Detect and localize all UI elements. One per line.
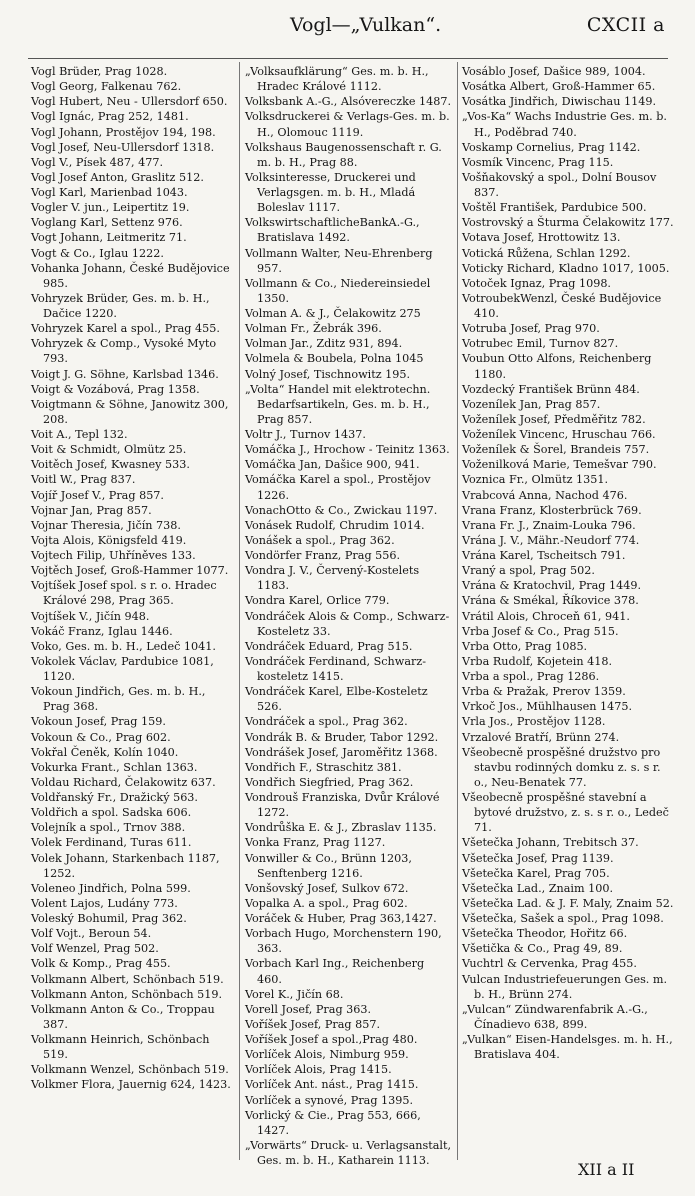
directory-entry: „Vos-Ka“ Wachs Industrie Ges. m. b. H., Poděbrad 740. bbox=[462, 110, 667, 139]
directory-entry: Voko, Ges. m. b. H., Ledeč 1041. bbox=[31, 639, 216, 653]
directory-entry: Vondörfer Franz, Prag 556. bbox=[245, 549, 401, 562]
directory-entry: Vozenílek Jan, Prag 857. bbox=[462, 397, 601, 411]
directory-entry: Vogl Karl, Marienbad 1043. bbox=[31, 186, 188, 199]
directory-entry: Vondráček Alois & Comp., Schwarz-Kosteletz 33. bbox=[245, 609, 450, 638]
directory-entry: Vrba Rudolf, Kojetein 418. bbox=[462, 654, 613, 668]
directory-entry: Vogl Brüder, Prag 1028. bbox=[31, 65, 168, 78]
directory-entry: Vojnar Jan, Prag 857. bbox=[31, 503, 152, 517]
directory-entry: Vosmík Vincenc, Prag 115. bbox=[462, 155, 614, 169]
directory-entry: Votoček Ignaz, Prag 1098. bbox=[462, 276, 611, 290]
directory-entry: Vulcan Industriefeuerungen Ges. m. b. H., Brünn 274. bbox=[462, 972, 668, 1001]
directory-entry: Vuchtrl & Cervenka, Prag 455. bbox=[462, 957, 637, 971]
directory-entry: Vokřal Čeněk, Kolín 1040. bbox=[31, 745, 179, 759]
directory-entry: Vojnar Theresia, Jičín 738. bbox=[31, 518, 181, 532]
directory-entry: Vraný a spol, Prag 502. bbox=[462, 564, 595, 578]
column-divider bbox=[457, 62, 458, 1160]
directory-entry: Vrana Franz, Klosterbrück 769. bbox=[462, 503, 642, 517]
directory-entry: Všetečka Lad. & J. F. Maly, Znaim 52. bbox=[462, 896, 674, 910]
directory-entry: Vonšovský Josef, Sulkov 672. bbox=[245, 881, 409, 895]
directory-entry: Voigt & Vozábová, Prag 1358. bbox=[31, 382, 200, 396]
directory-entry: Vokurka Frant., Schlan 1363. bbox=[31, 760, 198, 774]
directory-entry: „Vulkan“ Eisen-Handelsges. m. h. H., Bratislava 404. bbox=[462, 1033, 673, 1062]
directory-entry: Volkmann Wenzel, Schönbach 519. bbox=[31, 1063, 229, 1077]
directory-entry: Voženílek Vincenc, Hruschau 766. bbox=[462, 428, 656, 441]
directory-entry: Volksbank A.-G., Alsóvereczke 1487. bbox=[245, 95, 452, 109]
directory-entry: Voticky Richard, Kladno 1017, 1005. bbox=[462, 261, 670, 275]
directory-entry: Vorbach Hugo, Morchenstern 190, 363. bbox=[245, 927, 442, 956]
directory-entry: Vohryzek & Comp., Vysoké Myto 793. bbox=[31, 337, 217, 366]
directory-entry: Vrátil Alois, Chroceň 61, 941. bbox=[462, 609, 630, 623]
directory-entry: Vogl Hubert, Neu - Ullersdorf 650. bbox=[31, 95, 228, 109]
directory-entry: Vokáč Franz, Iglau 1446. bbox=[31, 624, 173, 638]
directory-entry: Volk & Komp., Prag 455. bbox=[31, 957, 171, 971]
header-rule bbox=[28, 58, 668, 59]
directory-entry: Všetečka Theodor, Hořitz 66. bbox=[462, 927, 628, 941]
directory-entry: Vrba & Pražak, Prerov 1359. bbox=[462, 685, 626, 699]
directory-entry: Voskamp Cornelius, Prag 1142. bbox=[462, 140, 641, 154]
directory-entry: Vogl V., Písek 487, 477. bbox=[31, 155, 164, 169]
directory-entry: Volman Jar., Zditz 931, 894. bbox=[245, 337, 403, 351]
directory-entry: Vojíř Josef V., Prag 857. bbox=[31, 488, 164, 502]
directory-entry: Voříšek Josef a spol.,Prag 480. bbox=[245, 1033, 418, 1046]
directory-entry: Vogl Josef, Neu-Ullersdorf 1318. bbox=[31, 140, 215, 154]
directory-entry: VonachOtto & Co., Zwickau 1197. bbox=[245, 503, 438, 517]
directory-entry: Volkshaus Baugenossenschaft r. G. m. b. H., Prag 88. bbox=[245, 140, 442, 169]
directory-entry: Vrba a spol., Prag 1286. bbox=[462, 670, 600, 683]
directory-entry: Volkmann Anton, Schönbach 519. bbox=[31, 987, 223, 1001]
page-header bbox=[0, 14, 695, 44]
directory-entry: Voit A., Tepl 132. bbox=[31, 428, 128, 441]
directory-entry: Vondrouš Franziska, Dvůr Králové 1272. bbox=[245, 791, 440, 820]
directory-entry: Voit & Schmidt, Olmütz 25. bbox=[31, 443, 187, 457]
directory-entry: Vomáčka Jan, Dašice 900, 941. bbox=[245, 458, 420, 472]
directory-entry: Voženílek & Šorel, Brandeis 757. bbox=[462, 443, 650, 457]
directory-entry: Vrána & Kratochvil, Prag 1449. bbox=[462, 579, 641, 593]
directory-entry: Vorlíček Ant. nást., Prag 1415. bbox=[245, 1078, 419, 1092]
directory-column-2 bbox=[245, 64, 452, 1168]
directory-entry: Všetečka Karel, Prag 705. bbox=[462, 866, 610, 880]
directory-entry: Vogl Josef Anton, Graslitz 512. bbox=[31, 170, 204, 184]
directory-entry: Všetečka, Sašek a spol., Prag 1098. bbox=[462, 912, 664, 925]
directory-entry: Vokoun & Co., Prag 602. bbox=[31, 730, 171, 744]
directory-entry: Vojtíšek V., Jičín 948. bbox=[31, 609, 150, 623]
directory-entry: Volkmann Heinrich, Schönbach 519. bbox=[31, 1033, 210, 1062]
column-divider bbox=[239, 62, 240, 1160]
directory-entry: Vondrášek Josef, Jaroměřitz 1368. bbox=[245, 745, 438, 759]
directory-entry: Vorlický & Cie., Prag 553, 666, 1427. bbox=[245, 1108, 421, 1137]
directory-entry: Volek Ferdinand, Turas 611. bbox=[31, 836, 192, 850]
directory-entry: Vondráček Karel, Elbe-Kosteletz 526. bbox=[245, 685, 428, 714]
directory-entry: Vrabcová Anna, Nachod 476. bbox=[462, 488, 628, 502]
directory-entry: Voleský Bohumil, Prag 362. bbox=[31, 912, 187, 925]
directory-entry: Voubun Otto Alfons, Reichenberg 1180. bbox=[462, 352, 652, 381]
directory-entry: Všetečka Lad., Znaim 100. bbox=[462, 881, 614, 895]
directory-entry: Voleneo Jindřich, Polna 599. bbox=[31, 881, 191, 895]
directory-entry: Volman Fr., Žebrák 396. bbox=[245, 322, 382, 336]
directory-entry: Vondráček Eduard, Prag 515. bbox=[245, 639, 413, 653]
directory-entry: Vondráček a spol., Prag 362. bbox=[245, 715, 408, 729]
directory-entry: Vostrovský a Šturma Čelakowitz 177. bbox=[462, 216, 674, 230]
directory-entry: Všetička & Co., Prag 49, 89. bbox=[462, 942, 623, 956]
directory-entry: Volmela & Boubela, Polna 1045 bbox=[245, 352, 424, 366]
directory-entry: Vondra Karel, Orlice 779. bbox=[245, 594, 390, 608]
directory-entry: Vomáčka Karel a spol., Prostějov 1226. bbox=[245, 473, 431, 502]
directory-entry: Volman A. & J., Čelakowitz 275 bbox=[245, 307, 421, 320]
directory-entry: VotroubekWenzl, České Budějovice 410. bbox=[462, 291, 662, 320]
signature-mark: XII a II bbox=[578, 1160, 635, 1179]
directory-entry: Vošňakovský a spol., Dolní Bousov 837. bbox=[462, 170, 657, 199]
directory-entry: Votava Josef, Hrottowitz 13. bbox=[462, 231, 621, 245]
directory-entry: Vrba Josef & Co., Prag 515. bbox=[462, 624, 619, 638]
directory-entry: Vomáčka J., Hrochow - Teinitz 1363. bbox=[245, 443, 450, 457]
directory-entry: Vrzalové Bratří, Brünn 274. bbox=[462, 730, 620, 744]
directory-entry: Vondráček Ferdinand, Schwarz-kosteletz 1415. bbox=[245, 654, 427, 683]
directory-entry: Volkmer Flora, Jauernig 624, 1423. bbox=[31, 1078, 231, 1092]
directory-entry: Vokolek Václav, Pardubice 1081, 1120. bbox=[31, 654, 214, 683]
directory-entry: Vrba Otto, Prag 1085. bbox=[462, 639, 588, 653]
directory-entry: Všetečka Josef, Prag 1139. bbox=[462, 851, 614, 865]
directory-entry: Vohryzek Karel a spol., Prag 455. bbox=[31, 322, 220, 336]
directory-entry: Volksinteresse, Druckerei und Verlagsgen. m. b. H., Mladá Boleslav 1117. bbox=[245, 170, 416, 215]
directory-entry: Vojtíšek Josef spol. s r. o. Hradec Králové 298, Prag 365. bbox=[31, 579, 217, 608]
directory-entry: Voigtmann & Söhne, Janowitz 300, 208. bbox=[31, 397, 229, 426]
directory-entry: Vorlíček a synové, Prag 1395. bbox=[245, 1093, 414, 1107]
directory-entry: Vondřich Siegfried, Prag 362. bbox=[245, 775, 414, 789]
directory-entry: Voženílek Josef, Předměřitz 782. bbox=[462, 412, 646, 426]
directory-entry: Vrána & Smékal, Říkovice 378. bbox=[462, 594, 639, 608]
directory-entry: Vojtěch Josef, Groß-Hammer 1077. bbox=[31, 564, 229, 578]
directory-entry: Vopalka A. a spol., Prag 602. bbox=[245, 896, 408, 910]
directory-entry: Vondrák B. & Bruder, Tabor 1292. bbox=[245, 730, 439, 744]
directory-entry: Vollmann & Co., Niedereinsiedel 1350. bbox=[245, 276, 431, 305]
directory-entry: Voženilková Marie, Temešvar 790. bbox=[462, 458, 657, 472]
directory-entry: Vonásek Rudolf, Chrudim 1014. bbox=[245, 518, 425, 532]
directory-entry: Vrána Karel, Tscheitsch 791. bbox=[462, 549, 626, 562]
directory-entry: Voltr J., Turnov 1437. bbox=[245, 428, 366, 441]
directory-entry: Vozdecký František Brünn 484. bbox=[462, 382, 640, 396]
directory-entry: Votruba Josef, Prag 970. bbox=[462, 322, 600, 336]
directory-entry: Voldřanský Fr., Dražický 563. bbox=[31, 791, 198, 804]
directory-entry: Všetečka Johann, Trebitsch 37. bbox=[462, 836, 639, 850]
directory-entry: Voitl W., Prag 837. bbox=[31, 473, 136, 487]
directory-entry: „Vulcan“ Zündwarenfabrik A.-G., Čínadievo 638, 899. bbox=[462, 1002, 648, 1031]
directory-entry: Voštěl František, Pardubice 500. bbox=[462, 201, 647, 215]
directory-entry: Vogl Ignác, Prag 252, 1481. bbox=[31, 110, 189, 124]
directory-column-1 bbox=[31, 64, 233, 1093]
directory-entry: Volf Vojt., Beroun 54. bbox=[31, 927, 152, 941]
directory-entry: Vorbach Karl Ing., Reichenberg 460. bbox=[245, 957, 425, 986]
directory-entry: Voráček & Huber, Prag 363,1427. bbox=[245, 912, 437, 925]
directory-entry: Volný Josef, Tischnowitz 195. bbox=[245, 367, 411, 381]
directory-entry: „Volksaufklärung“ Ges. m. b. H., Hradec Králové 1112. bbox=[245, 65, 429, 94]
directory-entry: Voříšek Josef, Prag 857. bbox=[245, 1017, 381, 1031]
directory-entry: Volent Lajos, Ludány 773. bbox=[31, 896, 178, 910]
directory-entry: Vogler V. jun., Leipertitz 19. bbox=[31, 201, 190, 215]
directory-entry: „Volta“ Handel mit elektrotechn. Bedarfsartikeln, Ges. m. b. H., Prag 857. bbox=[245, 382, 431, 426]
directory-entry: Volksdruckerei & Verlags-Ges. m. b. H., Olomouc 1119. bbox=[245, 110, 450, 139]
directory-entry: VolkswirtschaftlicheBankA.-G., Bratislava 1492. bbox=[245, 216, 420, 245]
directory-entry: Vrkoč Jos., Mühlhausen 1475. bbox=[462, 700, 633, 714]
directory-column-3 bbox=[462, 64, 674, 1062]
directory-entry: Vrana Fr. J., Znaim-Louka 796. bbox=[462, 518, 636, 532]
directory-entry: Volejník a spol., Trnov 388. bbox=[31, 821, 186, 835]
directory-entry: Vosáblo Josef, Dašice 989, 1004. bbox=[462, 65, 646, 78]
directory-entry: Vogl Johann, Prostějov 194, 198. bbox=[31, 125, 216, 139]
directory-entry: Volkmann Albert, Schönbach 519. bbox=[31, 972, 224, 986]
directory-entry: Všeobecně prospěšné družstvo pro stavbu rodinných domku z. s. s r. o., Neu-Benatek 77. bbox=[462, 745, 661, 789]
directory-entry: Vosátka Jindřich, Diwischau 1149. bbox=[462, 95, 657, 109]
directory-entry: Vondra J. V., Červený-Kostelets 1183. bbox=[245, 564, 420, 593]
directory-entry: Volf Wenzel, Prag 502. bbox=[31, 942, 159, 956]
running-head-title: Vogl—„Vulkan“. bbox=[290, 14, 442, 36]
directory-entry: Vohryzek Brüder, Ges. m. b. H., Dačice 1220. bbox=[31, 291, 210, 320]
directory-entry: Vorlíček Alois, Nimburg 959. bbox=[245, 1048, 409, 1062]
directory-entry: Vohanka Johann, České Budějovice 985. bbox=[31, 261, 230, 290]
directory-entry: Vondrůška E. & J., Zbraslav 1135. bbox=[245, 821, 437, 835]
directory-entry: Vokoun Jindřich, Ges. m. b. H., Prag 368. bbox=[31, 685, 206, 714]
directory-entry: Voigt J. G. Söhne, Karlsbad 1346. bbox=[31, 367, 219, 381]
directory-entry: Vorell Josef, Prag 363. bbox=[245, 1002, 372, 1016]
directory-entry: Vogl Georg, Falkenau 762. bbox=[31, 80, 182, 94]
directory-entry: Vonwiller & Co., Brünn 1203, Senftenberg 1216. bbox=[245, 851, 412, 880]
directory-entry: Vonka Franz, Prag 1127. bbox=[245, 836, 386, 850]
page-number: CXCII a bbox=[586, 14, 665, 36]
directory-entry: Vogt Johann, Leitmeritz 71. bbox=[31, 231, 187, 245]
directory-entry: Vonášek a spol., Prag 362. bbox=[245, 533, 395, 547]
directory-entry: Voldřich a spol. Sadska 606. bbox=[31, 806, 192, 820]
directory-entry: Vondřich F., Straschitz 381. bbox=[245, 760, 402, 774]
directory-entry: Vogt & Co., Iglau 1222. bbox=[31, 246, 164, 260]
directory-entry: Volek Johann, Starkenbach 1187, 1252. bbox=[31, 851, 220, 880]
directory-entry: Votická Růžena, Schlan 1292. bbox=[462, 246, 631, 260]
directory-entry: Voznica Fr., Olmütz 1351. bbox=[462, 473, 609, 487]
directory-entry: Voitěch Josef, Kwasney 533. bbox=[31, 458, 190, 472]
directory-entry: Vrla Jos., Prostějov 1128. bbox=[462, 715, 606, 729]
directory-entry: Vorel K., Jičín 68. bbox=[245, 987, 344, 1001]
directory-entry: Vollmann Walter, Neu-Ehrenberg 957. bbox=[245, 246, 433, 275]
directory-entry: Voglang Karl, Settenz 976. bbox=[31, 216, 183, 230]
directory-entry: Volkmann Anton & Co., Troppau 387. bbox=[31, 1002, 215, 1031]
directory-entry: Voldau Richard, Čelakowitz 637. bbox=[31, 775, 216, 789]
directory-entry: Vojta Alois, Königsfeld 419. bbox=[31, 533, 187, 547]
directory-entry: Vosátka Albert, Groß-Hammer 65. bbox=[462, 80, 656, 94]
directory-entry: Vrána J. V., Mähr.-Neudorf 774. bbox=[462, 533, 640, 547]
directory-entry: „Vorwärts“ Druck- u. Verlagsanstalt, Ges. m. b. H., Katharein 1113. bbox=[245, 1138, 452, 1167]
directory-entry: Vorlíček Alois, Prag 1415. bbox=[245, 1063, 392, 1077]
directory-entry: Vojtech Filip, Uhříněves 133. bbox=[31, 549, 196, 562]
directory-entry: Votrubec Emil, Turnov 827. bbox=[462, 337, 619, 351]
directory-entry: Všeobecně prospěšné stavební a bytové družstvo, z. s. s r. o., Ledeč 71. bbox=[462, 791, 669, 835]
directory-entry: Vokoun Josef, Prag 159. bbox=[31, 715, 166, 729]
